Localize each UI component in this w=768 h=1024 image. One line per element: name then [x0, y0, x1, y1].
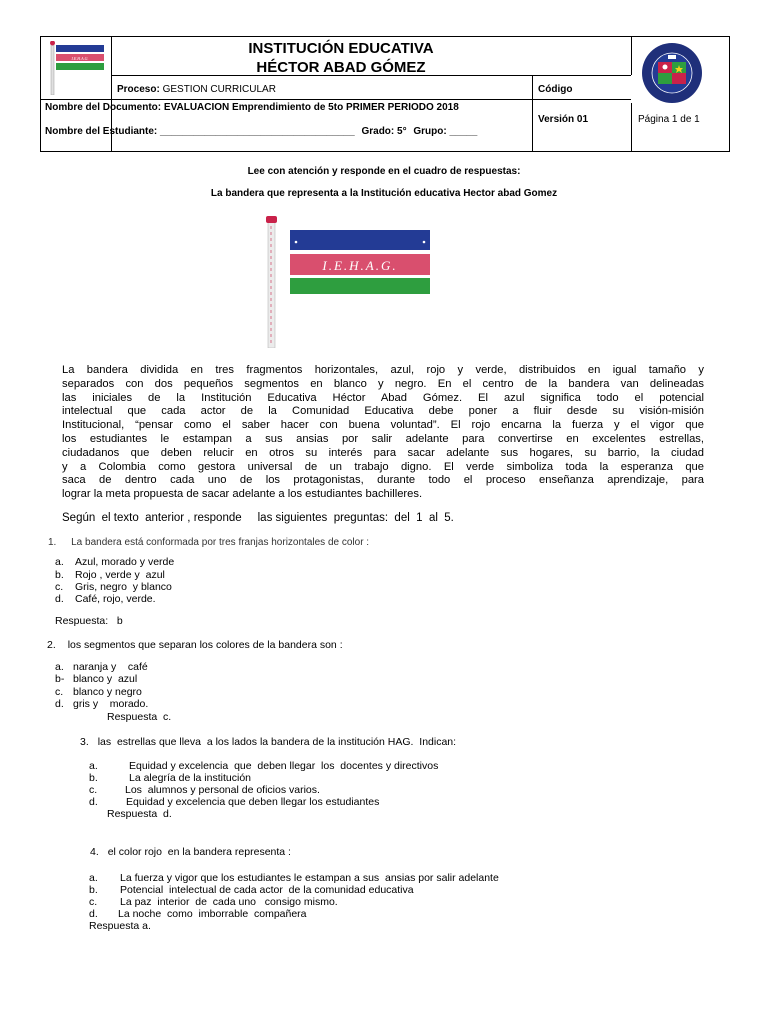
option-text: Gris, negro y blanco — [75, 581, 172, 593]
option-letter: d. — [89, 796, 98, 808]
option-text: Café, rojo, verde. — [75, 593, 156, 605]
paragraph-line: los estudiantes le estampan a sus ansias por salir adelante para convertirse en excelentes estrellas, — [62, 432, 704, 445]
option-text: Los alumnos y personal de oficios varios. — [125, 784, 320, 796]
option-4a[interactable] — [89, 872, 499, 884]
header-divider — [631, 37, 632, 75]
question-1 — [48, 537, 369, 548]
documento-row — [45, 102, 459, 113]
flag-caption: La bandera que representa a la Institución educativa Hector abad Gomez — [210, 188, 558, 199]
option-1d[interactable] — [55, 593, 156, 605]
header-divider — [41, 99, 631, 100]
option-letter: b. — [89, 884, 98, 896]
option-letter: c. — [89, 784, 98, 796]
option-text: blanco y azul — [73, 673, 138, 685]
option-text: Azul, morado y verde — [75, 556, 175, 568]
answer-2: Respuesta c. — [107, 711, 172, 723]
school-seal — [641, 42, 703, 104]
option-2c[interactable] — [55, 686, 142, 698]
paragraph-line: intelectual que cada actor de la Comunidad Educativa debe poner a fluir desde su visión-misión — [62, 405, 704, 418]
option-letter: d. — [55, 593, 64, 605]
page-number: Página 1 de 1 — [638, 114, 700, 125]
institution-flag-image — [262, 214, 432, 348]
question-3 — [80, 736, 456, 748]
option-3a[interactable] — [89, 760, 439, 772]
instructions: Lee con atención y responde en el cuadro de respuestas: — [247, 166, 521, 177]
flag-description-paragraph — [62, 364, 704, 502]
answer-1: Respuesta: b — [55, 615, 123, 627]
grado-label: Grado: 5° — [361, 126, 407, 137]
option-2a[interactable] — [55, 661, 148, 673]
option-letter: d. — [55, 698, 64, 710]
option-4b[interactable] — [89, 884, 414, 896]
option-letter: b- — [55, 673, 65, 685]
paragraph-line: lograr la meta propuesta de sacar adelante a los estudiantes bachilleres. — [62, 488, 423, 501]
proceso-value: GESTION CURRICULAR — [162, 84, 276, 95]
question-number: 2. — [47, 639, 56, 651]
proceso-label: Proceso: — [117, 84, 160, 95]
option-letter: a. — [55, 661, 64, 673]
option-text: naranja y café — [73, 661, 148, 673]
option-text: La fuerza y vigor que los estudiantes le estampan a sus ansias por salir adelante — [120, 872, 499, 884]
flag-logo — [47, 41, 107, 95]
paragraph-line: saca de dentro cada uno de los protagonistas, durante todo el proceso enseñanza aprendizaje, para — [62, 474, 704, 487]
document-header — [40, 36, 730, 152]
option-text: Potencial intelectual de cada actor de la comunidad educativa — [120, 884, 414, 896]
header-divider — [532, 75, 533, 151]
question-2 — [47, 639, 343, 651]
header-divider — [631, 103, 632, 151]
option-4c[interactable] — [89, 896, 338, 908]
option-4d[interactable] — [89, 908, 307, 920]
question-text: las estrellas que lleva a los lados la bandera de la institución HAG. Indican: — [97, 736, 457, 748]
option-letter: b. — [55, 569, 64, 581]
option-3c[interactable] — [89, 784, 320, 796]
option-letter: d. — [89, 908, 98, 920]
answer-4: Respuesta a. — [89, 920, 151, 932]
paragraph-line: las iniciales de la Institución Educativa Héctor Abad Gómez. El azul significa todo el potencial — [62, 391, 704, 404]
grupo-label: Grupo: _____ — [413, 126, 478, 137]
option-text: Equidad y excelencia que deben llegar los estudiantes — [126, 796, 380, 808]
institution-name-line1: INSTITUCIÓN EDUCATIVA — [248, 40, 434, 57]
paragraph-line: separados con dos pequeños segmentos en blanco y negro. En el centro de la bandera van delineadas — [62, 377, 704, 390]
option-text: gris y morado. — [73, 698, 149, 710]
option-letter: c. — [89, 896, 98, 908]
estudiante-row — [45, 126, 477, 137]
option-1a[interactable] — [55, 556, 175, 568]
flag-logo-text: I.E.H.A.G. — [71, 56, 89, 61]
paragraph-line: ciudadanos que deben relucir en otros su interés para sacar adelante sus hogares, su barrio, la ciudad — [62, 446, 704, 459]
question-text: La bandera está conformada por tres franjas horizontales de color : — [71, 537, 370, 548]
documento-value: EVALUACION Emprendimiento de 5to PRIMER PERIODO 2018 — [163, 102, 459, 113]
estudiante-label: Nombre del Estudiante: — [45, 126, 158, 137]
option-text: Equidad y excelencia que deben llegar los docentes y directivos — [129, 760, 439, 772]
questions-prompt: Según el texto anterior , responde las siguientes preguntas: del 1 al 5. — [62, 512, 454, 524]
option-text: blanco y negro — [73, 686, 142, 698]
version-label: Versión 01 — [538, 114, 589, 125]
question-number: 4. — [90, 846, 99, 858]
option-2d[interactable] — [55, 698, 149, 710]
question-4 — [90, 846, 291, 858]
flag-initials: I.E.H.A.G. — [322, 258, 398, 273]
proceso-row — [117, 84, 276, 95]
option-letter: c. — [55, 581, 64, 593]
question-number: 3. — [80, 736, 89, 748]
option-1b[interactable] — [55, 569, 165, 581]
option-3b[interactable] — [89, 772, 251, 784]
answer-3: Respuesta d. — [107, 808, 172, 820]
option-letter: a. — [89, 872, 98, 884]
question-text: los segmentos que separan los colores de la bandera son : — [67, 639, 343, 651]
option-text: La paz interior de cada uno consigo mismo. — [120, 896, 338, 908]
documento-label: Nombre del Documento: — [45, 102, 162, 113]
paragraph-line: Institucional, “pensar como el saber hacer con buena voluntad”. El rojo encarna la fuerza y el vigor que — [62, 419, 704, 432]
option-3d[interactable] — [89, 796, 380, 808]
option-text: Rojo , verde y azul — [75, 569, 165, 581]
question-text: el color rojo en la bandera representa : — [107, 846, 291, 858]
option-letter: c. — [55, 686, 64, 698]
option-letter: a. — [89, 760, 98, 772]
option-2b[interactable] — [55, 673, 138, 685]
estudiante-blank[interactable]: ___________________________________ — [160, 126, 355, 137]
question-number: 1. — [48, 537, 57, 548]
paragraph-line: y a Colombia como gestora universal de un trabajo digno. El verde simboliza toda la esperanza que — [62, 460, 704, 473]
paragraph-line: La bandera dividida en tres fragmentos horizontales, azul, rojo y verde, distribuidos en igual tamaño y — [62, 364, 704, 376]
option-text: La noche como imborrable compañera — [118, 908, 307, 920]
option-1c[interactable] — [55, 581, 172, 593]
codigo-label: Código — [538, 84, 573, 95]
option-text: La alegría de la institución — [129, 772, 251, 784]
option-letter: a. — [55, 556, 64, 568]
institution-name-line2: HÉCTOR ABAD GÓMEZ — [256, 59, 426, 76]
option-letter: b. — [89, 772, 98, 784]
